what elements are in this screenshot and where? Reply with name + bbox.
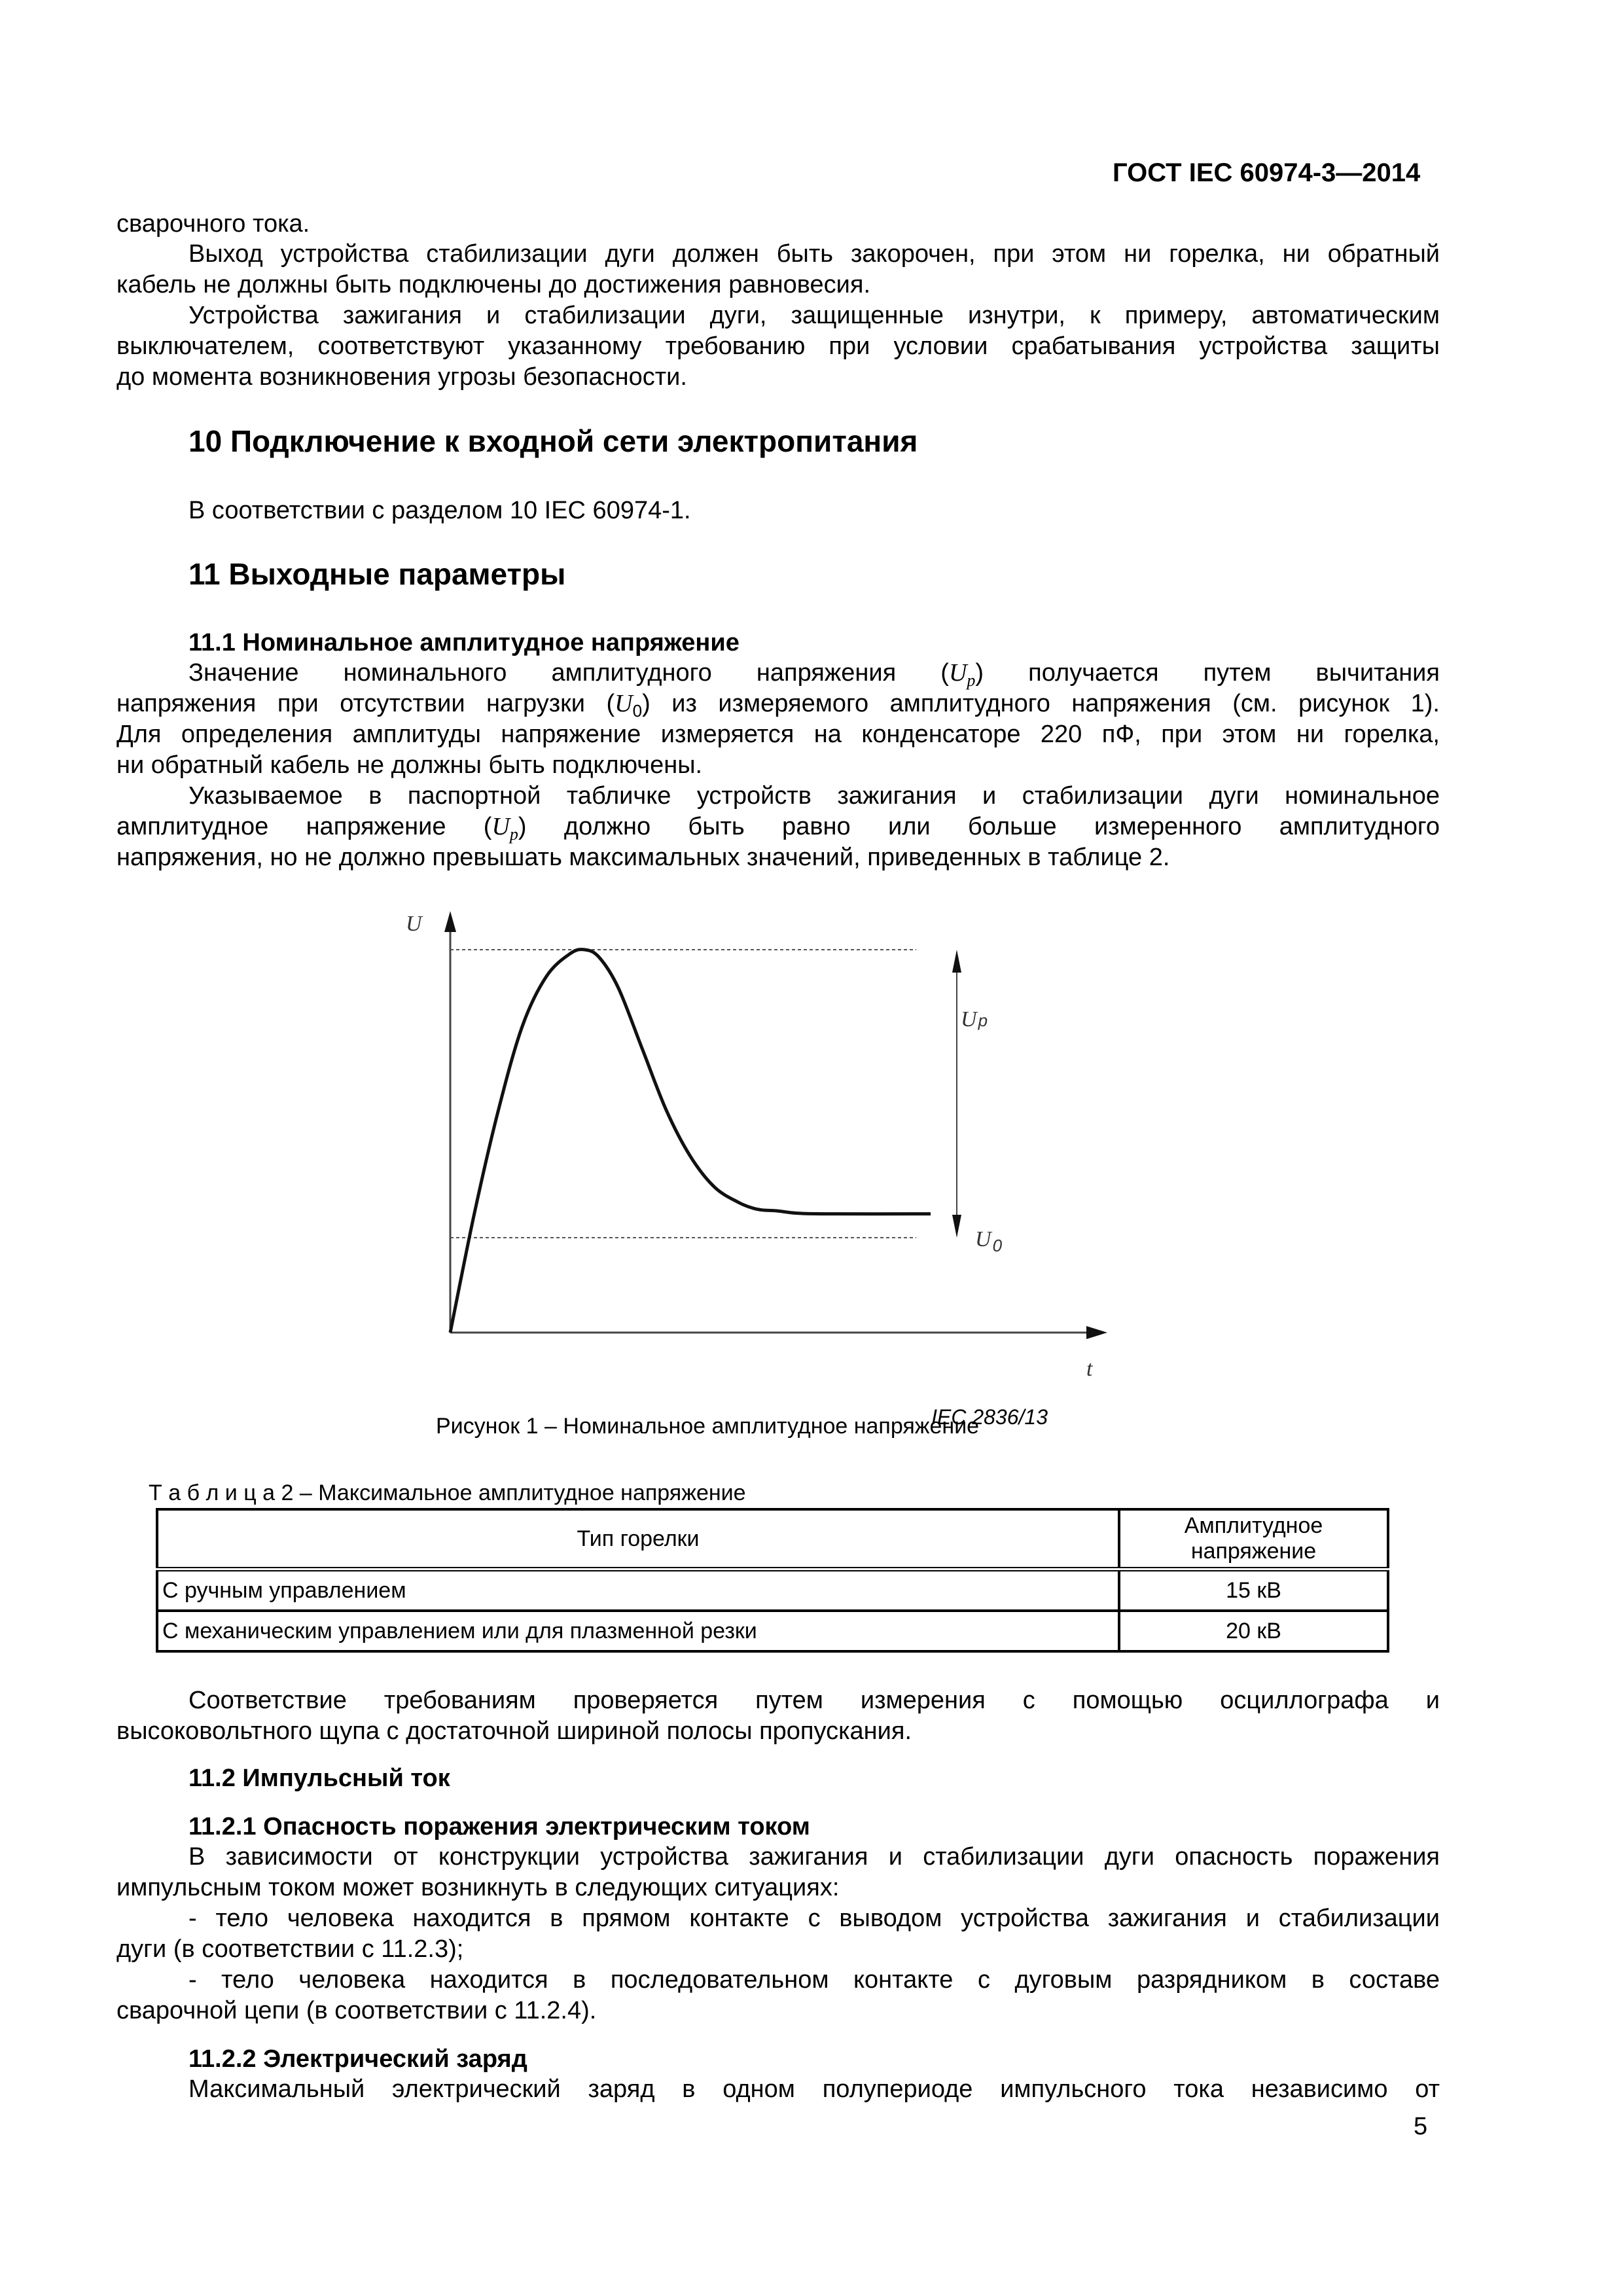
subsection-11-2-1-heading: 11.2.1 Опасность поражения электрическим током <box>188 1813 810 1840</box>
paragraph-line: выключателем, соответствуют указанному требованию при условии срабатывания устройства защиты <box>116 332 1440 360</box>
table-row <box>157 1611 1388 1651</box>
table-header-cell: Амплитудное напряжение <box>1119 1509 1388 1570</box>
subsection-11-2-2-heading: 11.2.2 Электрический заряд <box>188 2045 527 2073</box>
paragraph-line: импульсным током может возникнуть в следующих ситуациях: <box>116 1874 840 1901</box>
voltage-curve <box>450 950 931 1333</box>
table-2-max-amplitude-voltage <box>156 1508 1389 1653</box>
paragraph-line: ни обратный кабель не должны быть подключены. <box>116 751 703 779</box>
document-header-standard-id: ГОСТ IEC 60974-3—2014 <box>1113 158 1421 187</box>
up-label-subscript: p <box>978 1011 988 1030</box>
up-arrow-top-icon <box>952 950 961 973</box>
subsection-11-1-heading: 11.1 Номинальное амплитудное напряжение <box>188 629 740 656</box>
paragraph-line: Соответствие требованиям проверяется путем измерения с помощью осциллографа и <box>188 1687 1440 1714</box>
text-fragment: ) получается путем вычитания <box>975 659 1440 687</box>
paragraph-line: Для определения амплитуды напряжение измеряется на конденсаторе 220 пФ, при этом ни горелка, <box>116 721 1440 748</box>
list-item-line: сварочной цепи (в соответствии с 11.2.4). <box>116 1997 597 2024</box>
paragraph-line: Устройства зажигания и стабилизации дуги, защищенные изнутри, к примеру, автоматическим <box>188 302 1440 329</box>
table-caption-prefix: Т а б л и ц а 2 <box>149 1480 294 1505</box>
table-2-caption <box>149 1480 746 1506</box>
variable-subscript: p <box>509 825 518 844</box>
table-cell-torch-type: С ручным управлением <box>157 1570 1119 1611</box>
variable-subscript: p <box>967 671 976 690</box>
variable-subscript: 0 <box>632 701 643 721</box>
text-fragment: напряжения при отсутствии нагрузки ( <box>116 690 615 717</box>
variable-symbol: U <box>948 659 967 687</box>
figure-1-voltage-pulse <box>393 903 1145 1427</box>
table-cell-torch-type: С механическим управлением или для плазменной резки <box>157 1611 1119 1651</box>
text-fragment: ) должно быть равно или больше измеренного амплитудного <box>518 813 1440 840</box>
list-item-line: - тело человека находится в последовательном контакте с дуговым разрядником в составе <box>188 1966 1440 1994</box>
list-item-line: дуги (в соответствии с 11.2.3); <box>116 1935 464 1963</box>
paragraph-line: до момента возникновения угрозы безопасности. <box>116 363 687 391</box>
paragraph-line: сварочного тока. <box>116 210 310 238</box>
paragraph-line: Указываемое в паспортной табличке устройств зажигания и стабилизации дуги номинальное <box>188 782 1440 810</box>
paragraph-line: Выход устройства стабилизации дуги должен быть закорочен, при этом ни горелка, ни обратный <box>188 240 1440 268</box>
table-cell-voltage: 15 кВ <box>1119 1570 1388 1611</box>
u0-label-subscript: 0 <box>992 1236 1003 1255</box>
table-header-cell: Тип горелки <box>157 1509 1119 1570</box>
section-10-heading: 10 Подключение к входной сети электропитания <box>188 424 918 458</box>
variable-symbol: U <box>615 690 633 717</box>
y-axis-label: U <box>406 912 422 936</box>
table-caption-text: – Максимальное амплитудное напряжение <box>293 1480 746 1505</box>
table-cell-voltage: 20 кВ <box>1119 1611 1388 1651</box>
u0-label <box>975 1227 1003 1255</box>
y-axis-arrow-icon <box>444 911 456 932</box>
figure-1-caption: Рисунок 1 – Номинальное амплитудное напряжение <box>436 1414 980 1439</box>
paragraph-line <box>116 811 1440 842</box>
section-10-text: В соответствии с разделом 10 IEC 60974-1. <box>188 497 691 524</box>
u0-label-symbol: U <box>975 1227 991 1251</box>
section-11-heading: 11 Выходные параметры <box>188 557 566 591</box>
subsection-11-2-heading: 11.2 Импульсный ток <box>188 1765 450 1792</box>
x-axis-label: t <box>1086 1357 1093 1381</box>
list-item-line: - тело человека находится в прямом контакте с выводом устройства зажигания и стабилизации <box>188 1905 1440 1932</box>
paragraph-line <box>188 657 1440 689</box>
text-fragment: амплитудное напряжение ( <box>116 813 492 840</box>
paragraph-line <box>116 688 1440 719</box>
page-number: 5 <box>1414 2113 1428 2140</box>
paragraph-line: напряжения, но не должно превышать максимальных значений, приведенных в таблице 2. <box>116 844 1170 871</box>
text-fragment: Значение номинального амплитудного напряжения ( <box>188 659 949 687</box>
figure-source-id: IEC 2836/13 <box>931 1405 1048 1427</box>
table-header-row <box>157 1509 1388 1570</box>
up-label <box>961 1007 988 1031</box>
text-fragment: ) из измеряемого амплитудного напряжения (см. рисунок 1). <box>642 690 1440 717</box>
x-axis-arrow-icon <box>1086 1326 1107 1339</box>
variable-symbol: U <box>491 813 510 840</box>
paragraph-line: кабель не должны быть подключены до достижения равновесия. <box>116 271 871 298</box>
up-label-symbol: U <box>961 1007 977 1031</box>
up-arrow-bottom-icon <box>952 1215 961 1238</box>
table-row <box>157 1570 1388 1611</box>
paragraph-line: Максимальный электрический заряд в одном полупериоде импульсного тока независимо от <box>188 2075 1440 2103</box>
paragraph-line: В зависимости от конструкции устройства зажигания и стабилизации дуги опасность поражения <box>188 1843 1440 1871</box>
paragraph-line: высоковольтного щупа с достаточной шириной полосы пропускания. <box>116 1717 912 1745</box>
